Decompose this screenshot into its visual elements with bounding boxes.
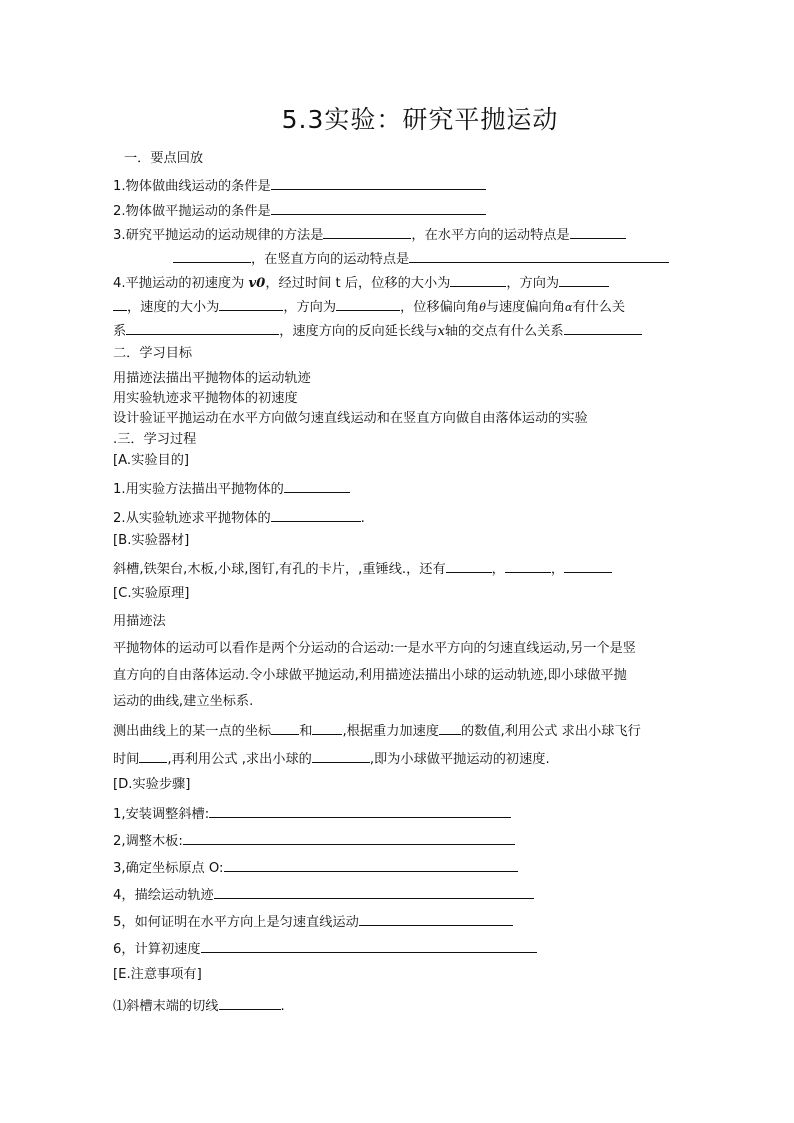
blank (214, 885, 534, 899)
question-4-text-e: ，方向为 (283, 300, 337, 315)
blank (219, 297, 283, 311)
step-3-text: 3,确定坐标原点 O: (113, 861, 224, 876)
question-1-text: 1.物体做曲线运动的条件是 (113, 179, 271, 194)
question-4-text-c: ，方向为 (506, 276, 560, 291)
step-2 (113, 831, 515, 851)
question-3-line-2 (173, 249, 669, 269)
question-4-text-h: 有什么关 (572, 300, 626, 315)
goal-3: 设计验证平抛运动在水平方向做匀速直线运动和在竖直方向做自由落体运动的实验 (113, 411, 588, 426)
principle-6-text-a: 时间 (113, 752, 140, 767)
blank (173, 249, 251, 263)
principle-6-text-b: ,再利用公式 ,求出小球的 (167, 752, 312, 767)
page-title: 5.3实验：研究平抛运动 (281, 105, 559, 134)
comma: ， (491, 562, 505, 577)
blank (271, 508, 361, 522)
goal-2: 用实验轨迹求平抛物体的初速度 (113, 391, 298, 406)
subheading-d: [D.实验步骤] (113, 777, 191, 792)
theta-symbol: θ (479, 301, 486, 314)
question-3-line-1 (113, 225, 626, 245)
question-4-line-3 (113, 321, 642, 341)
principle-3: 直方向的自由落体运动.令小球做平抛运动,利用描迹法描出小球的运动轨迹,即小球做平抛 (113, 668, 627, 683)
principle-5-text-b: 和 (299, 724, 313, 739)
goal-1: 用描迹法描出平抛物体的运动轨迹 (113, 371, 311, 386)
blank (312, 749, 370, 763)
v0-symbol: v0 (248, 276, 266, 291)
principle-2: 平抛物体的运动可以看作是两个分运动的合运动:一是水平方向的匀速直线运动,另一个是竖 (113, 641, 636, 656)
blank (219, 996, 281, 1010)
section-heading-1: 一．要点回放 (124, 151, 204, 166)
step-6-text: 6，计算初速度 (113, 942, 201, 957)
question-4-line-1 (113, 273, 609, 293)
question-3-text-b: ，在水平方向的运动特点是 (411, 228, 570, 243)
step-1 (113, 804, 511, 824)
blank (113, 297, 127, 311)
comma: ， (550, 562, 565, 577)
period: . (280, 999, 285, 1014)
alpha-symbol: α (564, 301, 573, 314)
question-4-text-i: 系 (113, 324, 127, 339)
blank (336, 297, 400, 311)
blank (271, 721, 299, 735)
blank (183, 831, 515, 845)
principle-6 (113, 749, 550, 769)
blank (312, 721, 342, 735)
step-5-text: 5，如何证明在水平方向上是匀速直线运动 (113, 915, 359, 930)
section-heading-2: 二．学习目标 (113, 346, 193, 361)
blank (409, 249, 669, 263)
purpose-2-text: 2.从实验轨迹求平抛物体的 (113, 511, 271, 526)
x-axis-symbol: x (437, 324, 445, 339)
period: . (360, 511, 365, 526)
equipment-text: 斜槽,铁架台,木板,小球,图钉,有孔的卡片，,重锤线.，还有 (113, 562, 446, 577)
principle-5-text-d: 的数值,利用公式 求出小球飞行 (460, 724, 641, 739)
blank (439, 721, 461, 735)
blank (284, 479, 350, 493)
note-1-text: ⑴斜槽末端的切线 (113, 999, 219, 1014)
question-4-text-k: 轴的交点有什么关系 (444, 324, 564, 339)
question-4-text-b: ，经过时间 t 后，位移的大小为 (265, 276, 451, 291)
subheading-e: [E.注意事项有] (113, 967, 202, 982)
step-3 (113, 858, 518, 878)
purpose-2 (113, 508, 365, 528)
step-4 (113, 885, 534, 905)
step-1-text: 1,安装调整斜槽: (113, 807, 210, 822)
blank (570, 225, 626, 239)
question-4-text-a: 4.平抛运动的初速度为 (113, 276, 245, 291)
section-heading-3: .三．学习过程 (113, 432, 197, 447)
blank (323, 225, 411, 239)
blank (505, 559, 551, 573)
subheading-a: [A.实验目的] (113, 453, 190, 468)
step-5 (113, 912, 513, 932)
blank (126, 321, 279, 335)
subheading-b: [B.实验器材] (113, 533, 190, 548)
blank (359, 912, 513, 926)
principle-5-text-c: ,根据重力加速度 (342, 724, 439, 739)
blank (201, 939, 537, 953)
blank (564, 321, 642, 335)
blank (271, 176, 486, 190)
principle-1: 用描迹法 (113, 614, 166, 629)
blank (564, 559, 612, 573)
subheading-c: [C.实验原理] (113, 586, 190, 601)
question-4-text-d: ，速度的大小为 (127, 300, 220, 315)
blank (139, 749, 167, 763)
question-2-text: 2.物体做平抛运动的条件是 (113, 204, 271, 219)
purpose-1-text: 1.用实验方法描出平抛物体的 (113, 482, 284, 497)
question-1 (113, 176, 486, 196)
blank (450, 273, 506, 287)
question-4-text-j: ，速度方向的反向延长线与 (279, 324, 438, 339)
step-2-text: 2,调整木板: (113, 834, 183, 849)
principle-5-text-a: 测出曲线上的某一点的坐标 (113, 724, 272, 739)
blank (271, 201, 486, 215)
question-4-text-g: 与速度偏向角 (485, 300, 565, 315)
step-4-text: 4，描绘运动轨迹 (113, 888, 214, 903)
principle-5 (113, 721, 641, 741)
question-4-line-2 (113, 297, 625, 317)
blank (224, 858, 518, 872)
blank (559, 273, 609, 287)
question-3-text-c: ，在竖直方向的运动特点是 (251, 252, 410, 267)
blank (446, 559, 492, 573)
principle-6-text-c: ,即为小球做平抛运动的初速度. (369, 752, 550, 767)
note-1 (113, 996, 285, 1016)
question-2 (113, 201, 486, 221)
principle-4: 运动的曲线,建立坐标系. (113, 694, 254, 709)
purpose-1 (113, 479, 350, 499)
blank (209, 804, 511, 818)
question-3-text-a: 3.研究平抛运动的运动规律的方法是 (113, 228, 324, 243)
question-4-text-f: ，位移偏向角 (400, 300, 480, 315)
step-6 (113, 939, 537, 959)
equipment-line (113, 559, 612, 579)
